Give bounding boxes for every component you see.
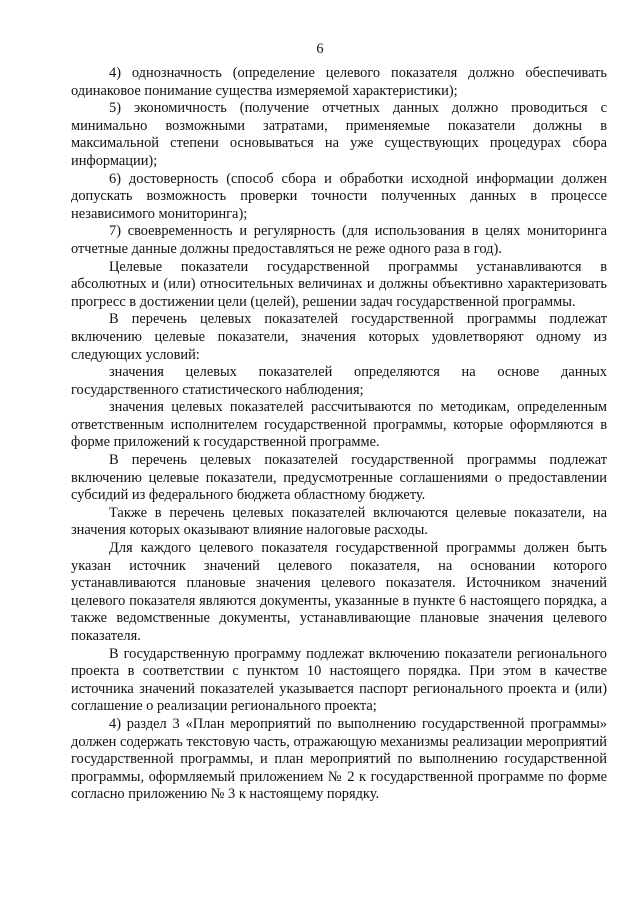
paragraph-criterion-economy: 5) экономичность (получение отчетных данных должно проводиться с минимально возможными затратами, применяемые показатели должны в максимальной степени основываться на уже существующих процедурах сбора информации); [71,100,607,169]
paragraph-criterion-timeliness: 7) своевременность и регулярность (для использования в целях мониторинга отчетные данные должны предоставляться не реже одного раза в год). [71,223,607,257]
paragraph-indicator-source: Для каждого целевого показателя государственной программы должен быть указан источник значений целевого показателя, на основании которого устанавливаются плановые значения целевого показателя. Источником значений целевого показателя являются документы, указанные в пункте 6 настоящего порядка, а также ведомственные документы, устанавливающие плановые значения целевого показателя. [71,540,607,644]
page-number: 6 [316,41,324,57]
paragraph-subsidy-indicators: В перечень целевых показателей государственной программы подлежат включению целевые показатели, предусмотренные соглашениями о предоставлении субсидий из федерального бюджета областному бюджету. [71,452,607,504]
document-body [71,65,607,804]
paragraph-condition-methodology: значения целевых показателей рассчитываются по методикам, определенным ответственным исполнителем государственной программы, которые оформляются в форме приложений к государственной программе. [71,399,607,451]
paragraph-indicator-list-conditions: В перечень целевых показателей государственной программы подлежат включению целевые показатели, значения которых удовлетворяют одному из следующих условий: [71,311,607,363]
paragraph-section-3-plan: 4) раздел 3 «План мероприятий по выполнению государственной программы» должен содержать текстовую часть, отражающую механизмы реализации мероприятий государственной программы, и план мероприятий по выполнению государственной программы, оформляемый приложением № 2 к государственной программе по форме согласно приложению № 3 к настоящему порядку. [71,715,607,803]
paragraph-criterion-reliability: 6) достоверность (способ сбора и обработки исходной информации должен допускать возможность проверки точности полученных данных в процессе независимого мониторинга); [71,170,607,222]
paragraph-criterion-unambiguity: 4) однозначность (определение целевого показателя должно обеспечивать одинаковое понимание существа измеряемой характеристики); [71,65,607,99]
paragraph-regional-project: В государственную программу подлежат включению показатели регионального проекта в соответствии с пунктом 10 настоящего порядка. При этом в качестве источника значений показателей указывается паспорт регионального проекта и (или) соглашение о реализации регионального проекта; [71,645,607,715]
paragraph-tax-expenditure-indicators: Также в перечень целевых показателей включаются целевые показатели, на значения которых оказывают влияние налоговые расходы. [71,504,607,539]
paragraph-target-indicators: Целевые показатели государственной программы устанавливаются в абсолютных и (или) относительных величинах и должны объективно характеризовать прогресс в достижении цели (целей), решении задач государственной программы. [71,258,607,310]
paragraph-condition-statistics: значения целевых показателей определяются на основе данных государственного статистического наблюдения; [71,364,607,398]
